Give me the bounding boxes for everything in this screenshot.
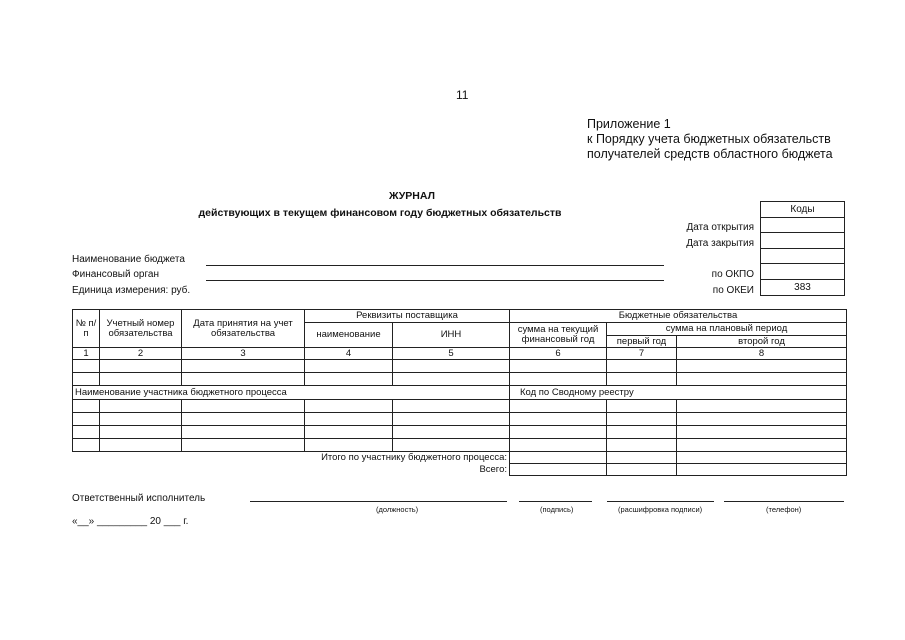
budget-name-label: Наименование бюджета bbox=[72, 254, 185, 265]
page-number: 11 bbox=[456, 88, 469, 102]
appendix-line-2: к Порядку учета бюджетных обязательств bbox=[587, 132, 831, 146]
total-participant-label: Итого по участнику бюджетного процесса: bbox=[321, 451, 507, 463]
col-number: 1 bbox=[73, 348, 100, 360]
col-number: 4 bbox=[305, 348, 393, 360]
okpo-label: по ОКПО bbox=[711, 269, 754, 280]
appendix-line-3: получателей средств областного бюджета bbox=[587, 147, 833, 161]
table-row bbox=[73, 426, 847, 439]
phone-line bbox=[724, 501, 844, 502]
registry-code-label: Код по Сводному реестру bbox=[510, 386, 847, 400]
code-date-open bbox=[761, 217, 845, 233]
code-empty bbox=[761, 248, 845, 264]
col-num-header: № п/п bbox=[73, 310, 100, 348]
table-row bbox=[73, 373, 847, 386]
col-number: 2 bbox=[100, 348, 182, 360]
executor-label: Ответственный исполнитель bbox=[72, 493, 206, 504]
table-row bbox=[73, 360, 847, 373]
supplier-inn-header: ИНН bbox=[393, 323, 510, 348]
budget-name-line bbox=[206, 265, 664, 266]
date-open-label: Дата открытия bbox=[686, 222, 754, 233]
second-year-header: второй год bbox=[677, 336, 847, 348]
position-line bbox=[250, 501, 507, 502]
supplier-header: Реквизиты поставщика bbox=[305, 310, 510, 323]
appendix-line-1: Приложение 1 bbox=[587, 117, 671, 131]
unit-label: Единица измерения: руб. bbox=[72, 285, 191, 296]
decoding-line bbox=[607, 501, 714, 502]
col-number: 7 bbox=[607, 348, 677, 360]
col-number: 5 bbox=[393, 348, 510, 360]
sum-plan-header: сумма на плановый период bbox=[607, 323, 847, 336]
date-close-label: Дата закрытия bbox=[686, 238, 754, 249]
decoding-caption: (расшифровка подписи) bbox=[618, 505, 703, 514]
codes-header: Коды bbox=[761, 202, 845, 218]
col-number: 8 bbox=[677, 348, 847, 360]
journal-title: ЖУРНАЛ bbox=[389, 190, 435, 202]
supplier-name-header: наименование bbox=[305, 323, 393, 348]
obligations-header: Бюджетные обязательства bbox=[510, 310, 847, 323]
code-okpo bbox=[761, 264, 845, 280]
journal-table bbox=[72, 309, 847, 476]
fin-body-label: Финансовый орган bbox=[72, 269, 159, 280]
code-date-close bbox=[761, 233, 845, 249]
code-okei: 383 bbox=[761, 279, 845, 295]
sum-current-header: сумма на текущий финансовый год bbox=[510, 323, 607, 348]
okei-label: по ОКЕИ bbox=[712, 285, 754, 296]
table-row bbox=[73, 400, 847, 413]
journal-subtitle: действующих в текущем финансовом году бюджетных обязательств bbox=[198, 207, 562, 219]
fin-body-line bbox=[206, 280, 664, 281]
col-number: 3 bbox=[182, 348, 305, 360]
total-label: Всего: bbox=[479, 463, 507, 475]
phone-caption: (телефон) bbox=[766, 505, 802, 514]
participant-label: Наименование участника бюджетного процесса bbox=[73, 386, 510, 400]
position-caption: (должность) bbox=[376, 505, 419, 514]
col-number: 6 bbox=[510, 348, 607, 360]
codes-box bbox=[760, 201, 845, 296]
table-row bbox=[73, 413, 847, 426]
signature-line bbox=[519, 501, 592, 502]
col-date-header: Дата принятия на учет обязательства bbox=[182, 310, 305, 348]
signature-caption: (подпись) bbox=[540, 505, 574, 514]
col-reg-num-header: Учетный номер обязательства bbox=[100, 310, 182, 348]
date-line: «__» _________ 20 ___ г. bbox=[72, 516, 189, 527]
first-year-header: первый год bbox=[607, 336, 677, 348]
table-row bbox=[73, 439, 847, 452]
